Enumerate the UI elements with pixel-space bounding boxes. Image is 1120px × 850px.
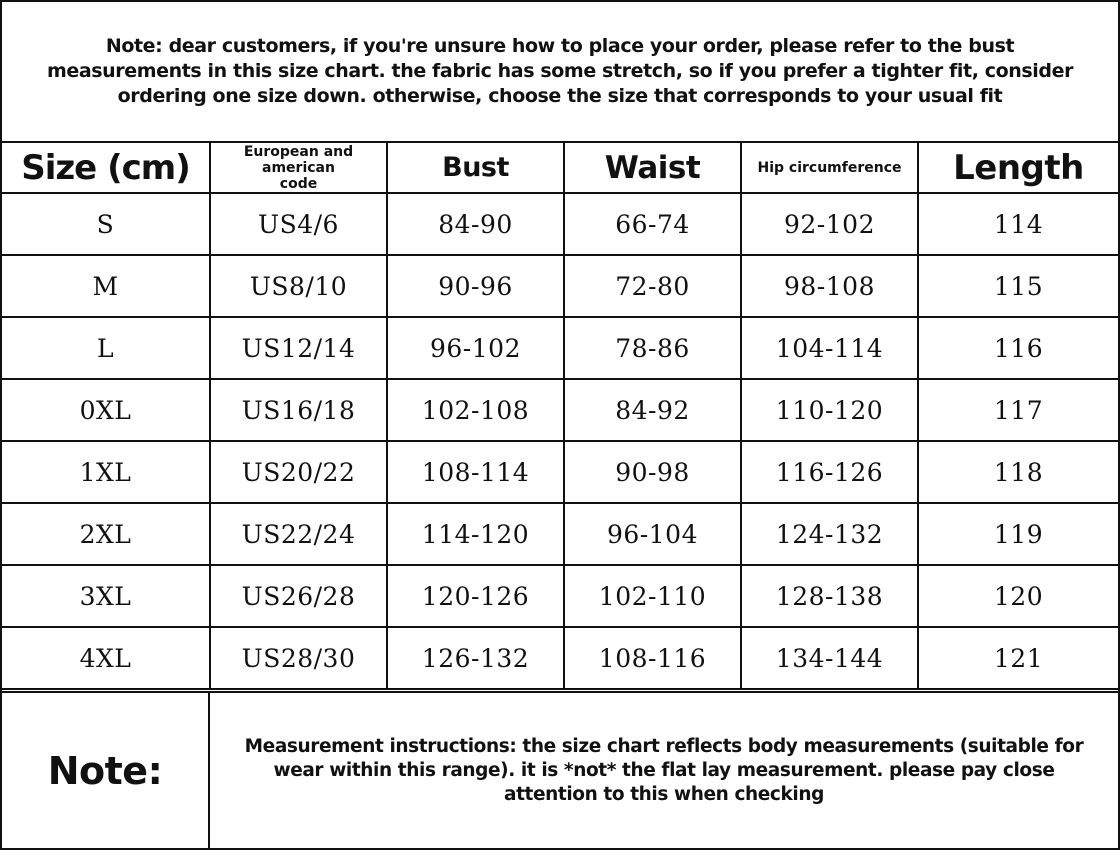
header-hip: Hip circumference [741, 143, 918, 193]
cell-length: 117 [918, 379, 1118, 441]
cell-code: US16/18 [210, 379, 387, 441]
cell-size: 2XL [2, 503, 210, 565]
table-row [2, 317, 1118, 379]
cell-hip: 98-108 [741, 255, 918, 317]
cell-code: US22/24 [210, 503, 387, 565]
cell-code: US4/6 [210, 193, 387, 255]
cell-bust: 126-132 [387, 627, 564, 689]
cell-waist: 102-110 [564, 565, 741, 627]
cell-hip: 128-138 [741, 565, 918, 627]
table-row [2, 441, 1118, 503]
cell-bust: 108-114 [387, 441, 564, 503]
bottom-note-label: Note: [2, 693, 210, 848]
cell-hip: 110-120 [741, 379, 918, 441]
cell-hip: 134-144 [741, 627, 918, 689]
header-waist: Waist [564, 143, 741, 193]
bottom-note-box [2, 691, 1118, 848]
cell-hip: 124-132 [741, 503, 918, 565]
cell-waist: 72-80 [564, 255, 741, 317]
bottom-note-body [210, 693, 1118, 848]
cell-waist: 90-98 [564, 441, 741, 503]
table-row [2, 379, 1118, 441]
top-note-box [2, 2, 1118, 143]
cell-code: US12/14 [210, 317, 387, 379]
cell-size: 3XL [2, 565, 210, 627]
cell-bust: 102-108 [387, 379, 564, 441]
cell-code: US20/22 [210, 441, 387, 503]
cell-length: 120 [918, 565, 1118, 627]
table-row [2, 193, 1118, 255]
cell-waist: 78-86 [564, 317, 741, 379]
cell-length: 115 [918, 255, 1118, 317]
cell-length: 116 [918, 317, 1118, 379]
top-note-text: Note: dear customers, if you're unsure how to place your order, please refer to the bust measurements in this size chart. the fabric has some stretch, so if you prefer a tighter fit, consider ordering one size down. otherwise, choose the size that corresponds to your usual fit [46, 35, 1074, 107]
cell-size: S [2, 193, 210, 255]
cell-hip: 92-102 [741, 193, 918, 255]
table-row [2, 565, 1118, 627]
cell-bust: 90-96 [387, 255, 564, 317]
header-code [210, 143, 387, 193]
header-bust: Bust [387, 143, 564, 193]
table-row [2, 255, 1118, 317]
cell-length: 119 [918, 503, 1118, 565]
cell-bust: 84-90 [387, 193, 564, 255]
cell-size: M [2, 255, 210, 317]
cell-size: 4XL [2, 627, 210, 689]
cell-code: US8/10 [210, 255, 387, 317]
table-row [2, 503, 1118, 565]
header-length: Length [918, 143, 1118, 193]
cell-code: US28/30 [210, 627, 387, 689]
cell-code: US26/28 [210, 565, 387, 627]
cell-length: 121 [918, 627, 1118, 689]
size-table [2, 143, 1118, 690]
table-header-row [2, 143, 1118, 193]
cell-size: 1XL [2, 441, 210, 503]
cell-bust: 114-120 [387, 503, 564, 565]
cell-length: 114 [918, 193, 1118, 255]
header-size: Size (cm) [2, 143, 210, 193]
bottom-note-text: Measurement instructions: the size chart reflects body measurements (suitable for wear within this range). it is *not* the flat lay measurement. please pay close attention to this when checking [244, 735, 1084, 805]
table-row [2, 627, 1118, 689]
cell-hip: 104-114 [741, 317, 918, 379]
cell-size: L [2, 317, 210, 379]
cell-length: 118 [918, 441, 1118, 503]
cell-waist: 108-116 [564, 627, 741, 689]
cell-waist: 66-74 [564, 193, 741, 255]
cell-hip: 116-126 [741, 441, 918, 503]
cell-bust: 96-102 [387, 317, 564, 379]
cell-size: 0XL [2, 379, 210, 441]
cell-waist: 84-92 [564, 379, 741, 441]
cell-waist: 96-104 [564, 503, 741, 565]
cell-bust: 120-126 [387, 565, 564, 627]
header-code-label: European and american code [243, 143, 354, 192]
